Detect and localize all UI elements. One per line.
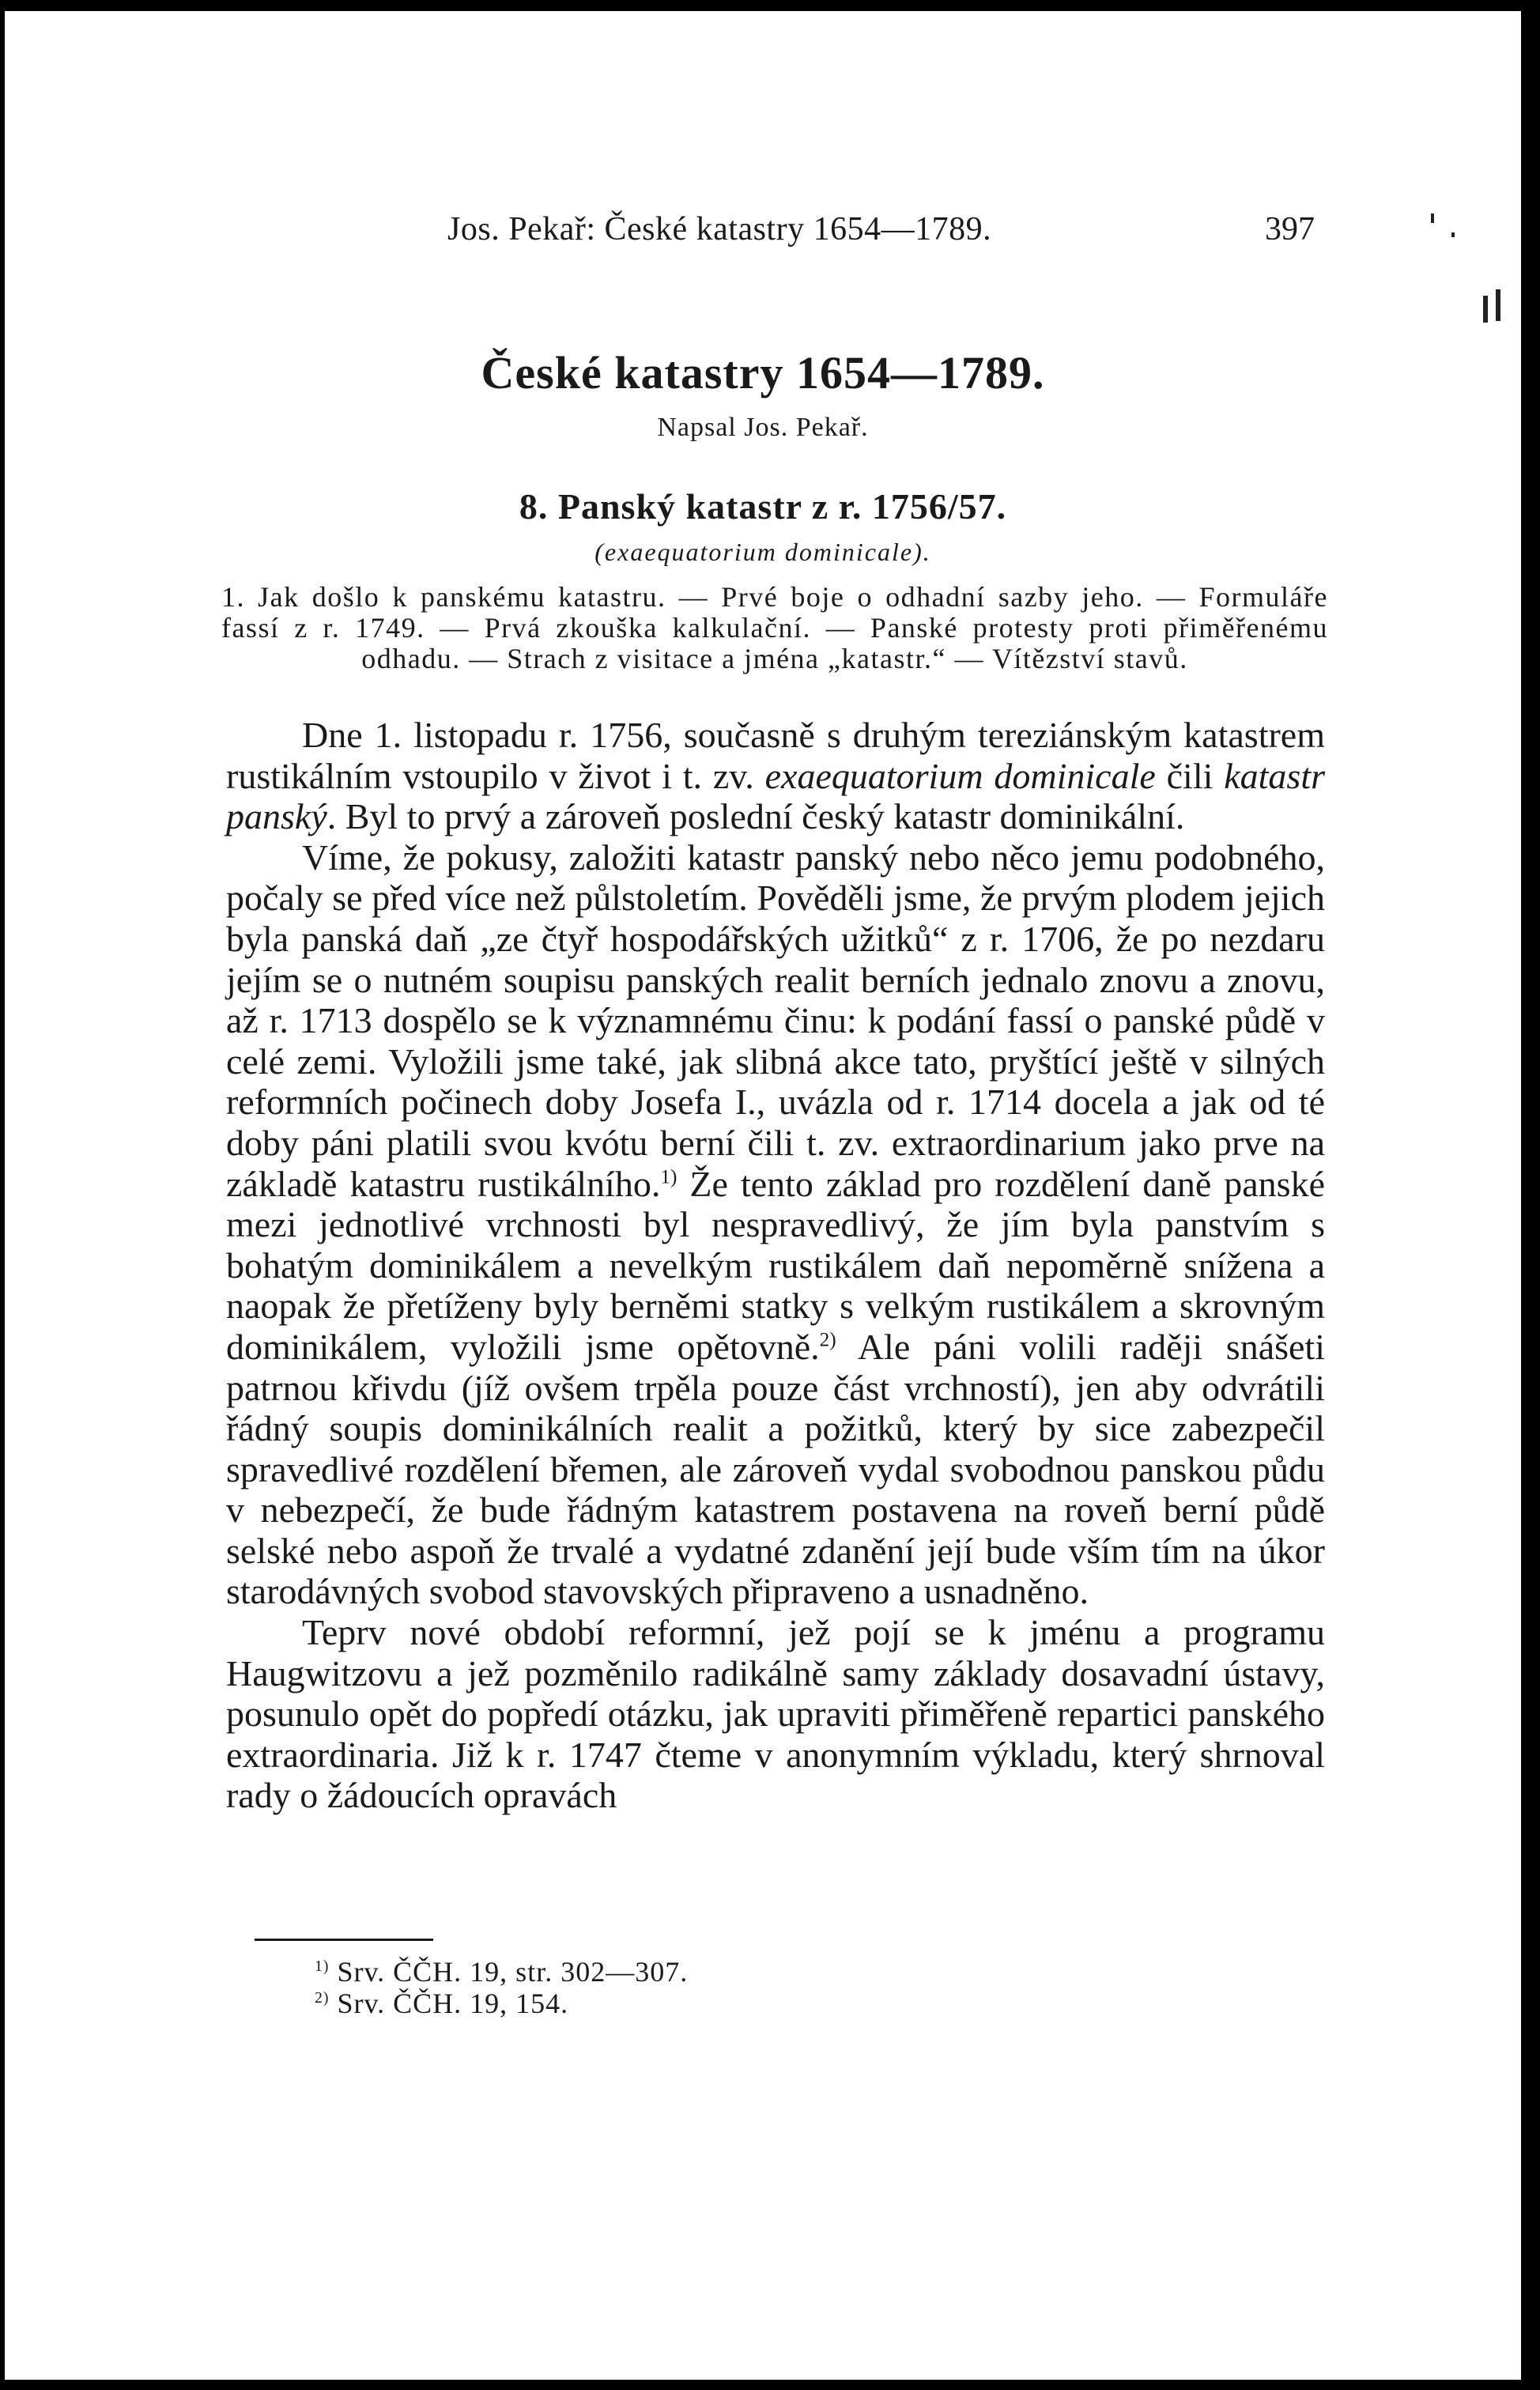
footnote-ref-2[interactable]: 2): [819, 1328, 836, 1351]
section-summary: 1. Jak došlo k panskému katastru. — Prvé boje o odhadní sazby jeho. — Formuláře fassí z r. 1749. — Prvá zkouška kalkulační. — Panské protesty proti přiměřenému odhadu. — Strach z visitace a jména „katastr.“ — Vítězství stavů.: [221, 581, 1328, 674]
paragraph-1: [226, 715, 1325, 837]
p1-italic-term-1: exaequatorium dominicale: [764, 755, 1156, 796]
page-number: 397: [1265, 211, 1315, 247]
speck-mark: [1496, 289, 1500, 321]
footnote-text: Srv. ČČH. 19, str. 302—307.: [337, 1956, 689, 1988]
running-head-title: Jos. Pekař: České katastry 1654—1789.: [447, 211, 992, 247]
footnote-1: [315, 1956, 688, 1988]
p2-text-c: Ale páni volili raději snášeti patrnou křivdu (jíž ovšem trpěla pouze část vrchností), jen aby odvrátili řádný soupis dominikálních realit a požitků, který by sice zabezpečil spravedlivé rozdělení břemen, ale zároveň vydal svobodnou panskou půdu v nebezpečí, že bude řádným katastrem postavena na roveň berní půdě selské nebo aspoň že trvalé a vydatné zdanění její bude vším tím na úkor starodávných svobod stavovských připraveno a usnadněno.: [226, 1326, 1325, 1612]
paragraph-2: [226, 837, 1325, 1612]
footnote-ref-1[interactable]: 1): [660, 1165, 678, 1188]
speck-mark: [1451, 232, 1455, 237]
body-text: [226, 715, 1325, 1816]
speck-mark: [1431, 213, 1434, 223]
footnote-mark: 1): [315, 1958, 330, 1975]
section-subtitle: (exaequatorium dominicale).: [594, 538, 931, 566]
running-head: [5, 207, 1521, 255]
scanned-page: [5, 11, 1521, 2380]
author-line: Napsal Jos. Pekař.: [657, 413, 869, 442]
footnote-2: [315, 1988, 688, 2019]
scan-margin-specks: [1428, 201, 1515, 359]
speck-mark: [1483, 296, 1488, 323]
footnote-text: Srv. ČČH. 19, 154.: [337, 1988, 569, 2019]
paragraph-3: Teprv nové období reformní, jež pojí se k jménu a programu Haugwitzovu a jež pozměnilo radikálně samy základy dosavadní ústavy, posunulo opět do popředí otázku, jak upraviti přiměřeně repartici panského extraordinaria. Již k r. 1747 čteme v anonymním výkladu, který shrnoval rady o žádoucích opravách: [226, 1612, 1325, 1816]
p2-text-b: Že tento základ pro rozdělení daně panské mezi jednotlivé vrchnosti byl nespravedlivý, že jím byla panstvím s bohatým dominikálem a nevelkým rustikálem daň nepoměrně snížena a naopak že přetíženy byly berněmi statky s velkým rustikálem a skrovným dominikálem, vyložili jsme opětovně.: [226, 1163, 1326, 1367]
section-heading: 8. Panský katastr z r. 1756/57.: [519, 486, 1007, 527]
footnote-divider: [255, 1939, 433, 1941]
p1-italic-term-2: katastr panský: [226, 755, 1326, 837]
article-title: České katastry 1654—1789.: [481, 347, 1045, 398]
p1-text-b: čili: [1155, 755, 1225, 796]
footnote-mark: 2): [315, 1989, 330, 2007]
p1-text-c: . Byl to prvý a zároveň poslední český katastr dominikální.: [326, 796, 1185, 837]
footnotes: [315, 1956, 688, 2019]
p2-text-a: Víme, že pokusy, založiti katastr panský nebo něco jemu podobného, počaly se před více než půlstoletím. Pověděli jsme, že prvým plodem jejich byla panská daň „ze čtyř hospodářských užitků“ z r. 1706, že po nezdaru jejím se o nutném soupisu panských realit berních jednalo znovu a znovu, až r. 1713 dospělo se k významnému činu: k podání fassí o panské půdě v celé zemi. Vyložili jsme také, jak slibná akce tato, pryštící ještě v silných reformních počinech doby Josefa I., uvázla od r. 1714 docela a jak od té doby páni platili svou kvótu berní čili t. zv. extraordinarium jako prve na základě katastru rustikálního.: [226, 836, 1325, 1204]
p1-text-a: Dne 1. listopadu r. 1756, současně s druhým tereziánským katastrem rustikálním vstoupilo v život i t. zv.: [226, 715, 1325, 796]
